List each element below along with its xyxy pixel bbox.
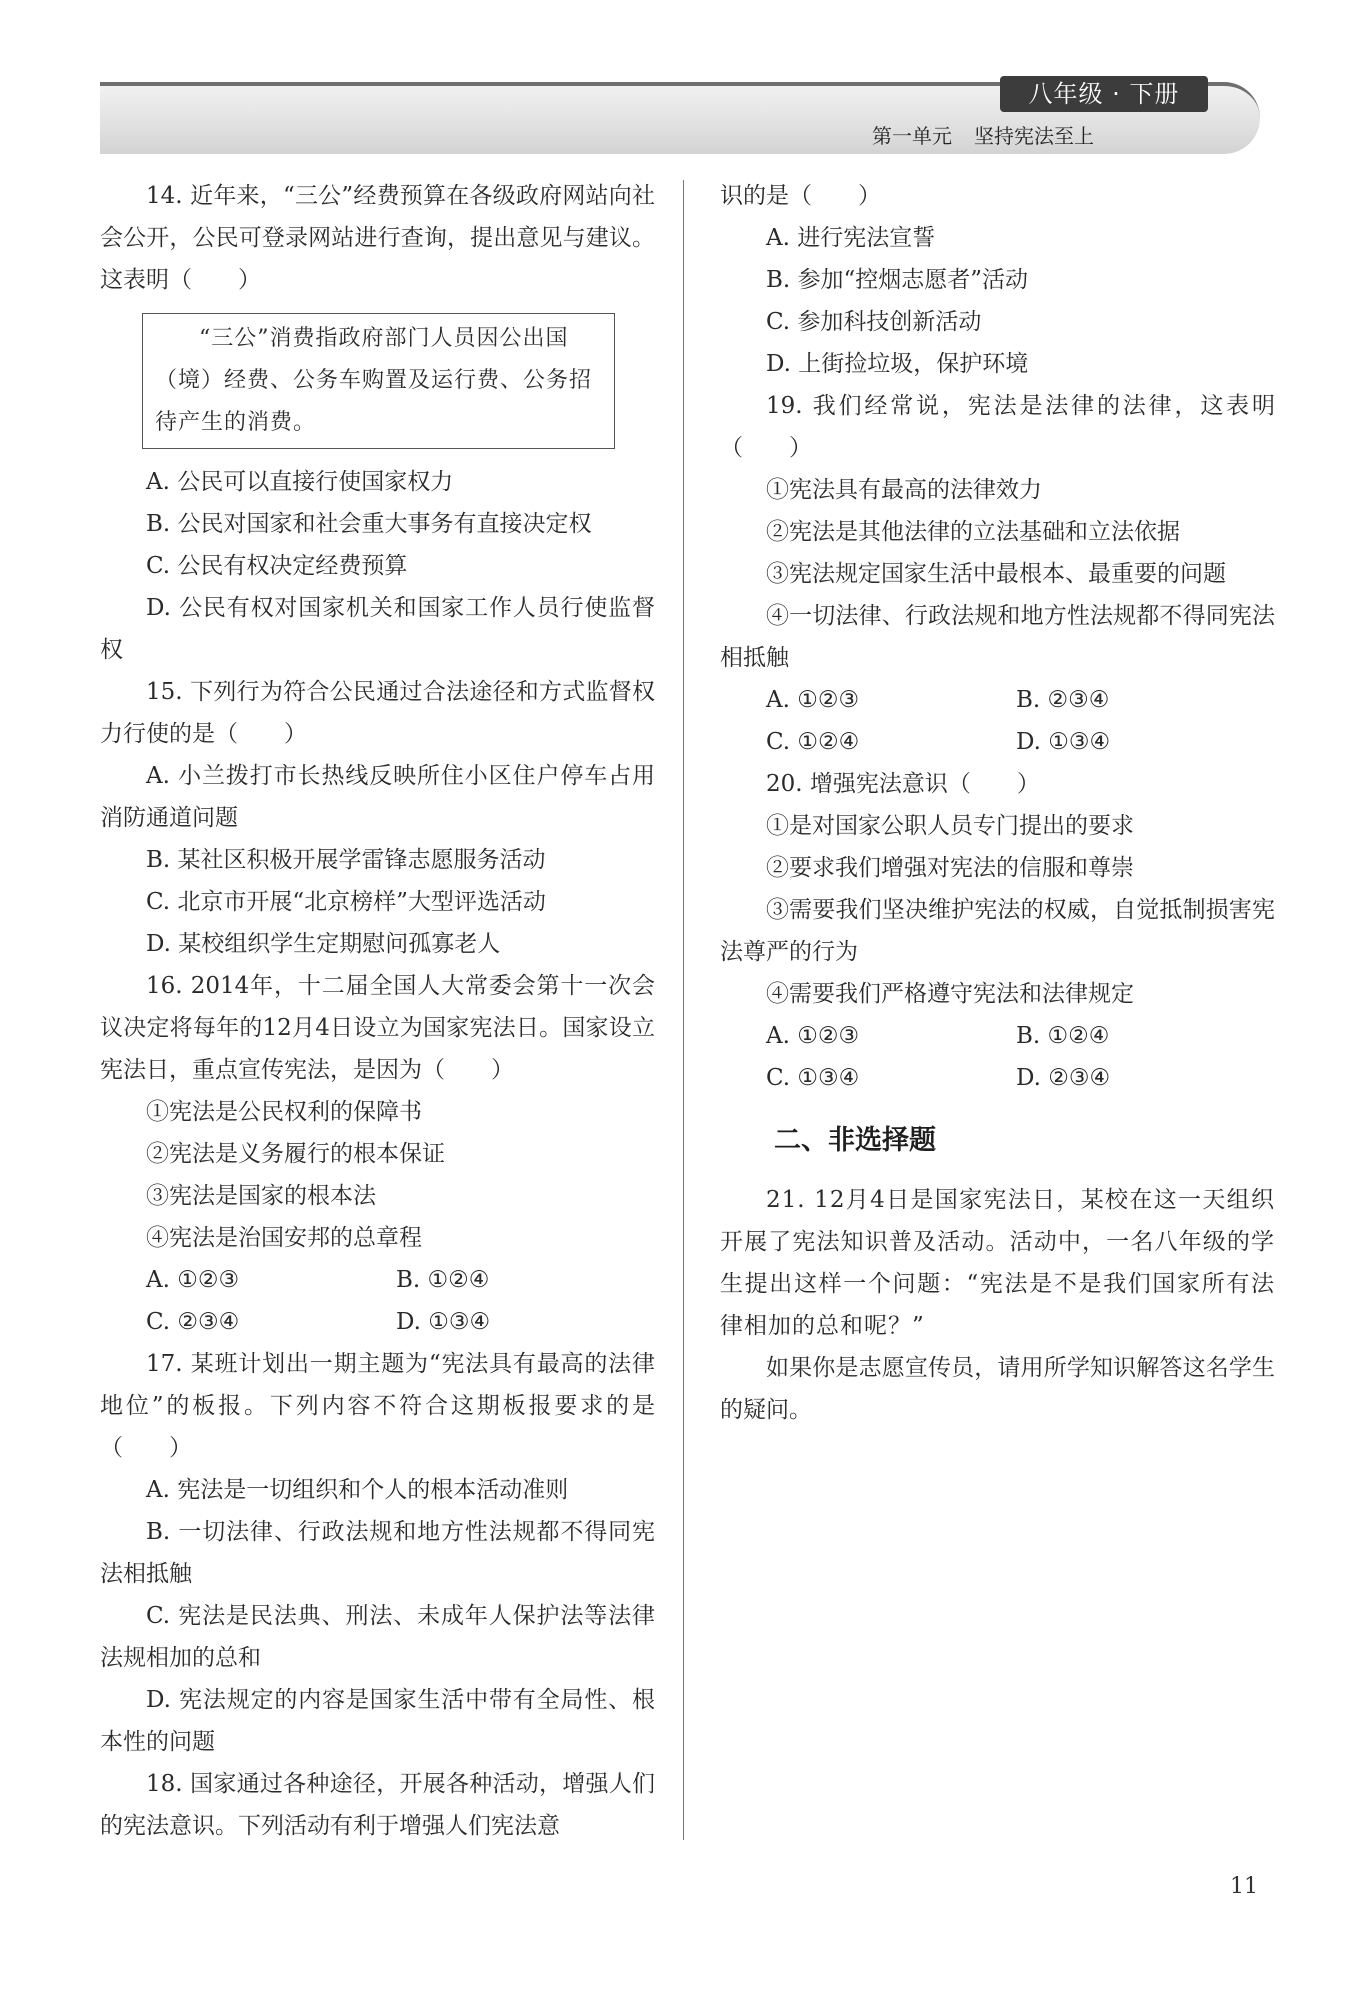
- option-c: C. 宪法是民法典、刑法、未成年人保护法等法律法规相加的总和: [100, 1603, 655, 1671]
- option-a: A. 宪法是一切组织和个人的根本活动准则: [146, 1477, 569, 1503]
- option-b: B. 某社区积极开展学雷锋志愿服务活动: [146, 847, 546, 873]
- question-15: [100, 671, 655, 965]
- section-heading: 二、非选择题: [774, 1125, 936, 1156]
- unit-title: [872, 120, 1212, 149]
- option-c: C. ①②④: [766, 729, 860, 755]
- question-stem-continued: 识的是（ ）: [720, 183, 881, 209]
- option-b: B. ①②④: [1016, 1023, 1110, 1049]
- option-row: [720, 679, 1275, 721]
- option-a: A. 小兰拨打市长热线反映所住小区住户停车占用消防通道问题: [100, 763, 655, 831]
- option-d: D. ①③④: [396, 1309, 491, 1335]
- statement-3: ③宪法规定国家生活中最根本、最重要的问题: [766, 561, 1226, 587]
- option-b: B. 参加“控烟志愿者”活动: [766, 267, 1029, 293]
- left-column: [100, 175, 655, 1847]
- statement-2: ②要求我们增强对宪法的信服和尊崇: [766, 855, 1134, 881]
- question-19: [720, 385, 1275, 763]
- option-row: [720, 721, 1275, 763]
- option-row: [100, 1301, 655, 1343]
- question-stem: 21. 12月4日是国家宪法日，某校在这一天组织开展了宪法知识普及活动。活动中，一名八年级的学生提出这样一个问题：“宪法是不是我们国家所有法律相加的总和呢？”: [720, 1187, 1275, 1339]
- statement-3: ③宪法是国家的根本法: [146, 1183, 376, 1209]
- option-c: C. ①③④: [766, 1065, 860, 1091]
- option-row: [720, 1057, 1275, 1099]
- option-c: C. 参加科技创新活动: [766, 309, 982, 335]
- question-18: [100, 1763, 655, 1847]
- question-prompt: 如果你是志愿宣传员，请用所学知识解答这名学生的疑问。: [720, 1355, 1275, 1423]
- option-c: C. 公民有权决定经费预算: [146, 553, 408, 579]
- question-stem: 20. 增强宪法意识（ ）: [766, 771, 1040, 797]
- statement-1: ①宪法是公民权利的保障书: [146, 1099, 422, 1125]
- option-a: A. ①②③: [766, 687, 860, 713]
- statement-2: ②宪法是义务履行的根本保证: [146, 1141, 445, 1167]
- option-c: C. ②③④: [146, 1309, 240, 1335]
- question-20: [720, 763, 1275, 1099]
- option-b: B. 公民对国家和社会重大事务有直接决定权: [146, 511, 592, 537]
- option-a: A. 公民可以直接行使国家权力: [146, 469, 454, 495]
- question-18-continued: [720, 175, 1275, 385]
- option-c: C. 北京市开展“北京榜样”大型评选活动: [146, 889, 546, 915]
- question-stem: 16. 2014年，十二届全国人大常委会第十一次会议决定将每年的12月4日设立为国家宪法日。国家设立宪法日，重点宣传宪法，是因为（ ）: [100, 973, 655, 1083]
- option-a: A. 进行宪法宣誓: [766, 225, 936, 251]
- option-d: D. 上街捡垃圾，保护环境: [766, 351, 1029, 377]
- option-a: A. ①②③: [146, 1267, 240, 1293]
- question-stem: 14. 近年来，“三公”经费预算在各级政府网站向社会公开，公民可登录网站进行查询，提出意见与建议。这表明（ ）: [100, 183, 655, 293]
- option-d: D. 宪法规定的内容是国家生活中带有全局性、根本性的问题: [100, 1687, 655, 1755]
- question-stem: 19. 我们经常说，宪法是法律的法律，这表明（ ）: [720, 393, 1275, 461]
- statement-1: ①是对国家公职人员专门提出的要求: [766, 813, 1134, 839]
- question-14: [100, 175, 655, 671]
- question-16: [100, 965, 655, 1343]
- page-number: 11: [1230, 1874, 1258, 1899]
- grade-badge: 八年级 · 下册: [1000, 76, 1208, 112]
- statement-1: ①宪法具有最高的法律效力: [766, 477, 1042, 503]
- question-17: [100, 1343, 655, 1763]
- column-divider: [683, 180, 684, 1840]
- option-d: D. ②③④: [1016, 1065, 1111, 1091]
- question-stem: 15. 下列行为符合公民通过合法途径和方式监督权力行使的是（ ）: [100, 679, 655, 747]
- option-b: B. ①②④: [396, 1267, 490, 1293]
- note-box: “三公”消费指政府部门人员因公出国（境）经费、公务车购置及运行费、公务招待产生的消费。: [142, 313, 615, 449]
- option-d: D. 某校组织学生定期慰问孤寡老人: [146, 931, 501, 957]
- unit-number: 第一单元: [872, 124, 952, 148]
- statement-4: ④宪法是治国安邦的总章程: [146, 1225, 422, 1251]
- statement-4: ④需要我们严格遵守宪法和法律规定: [766, 981, 1134, 1007]
- statement-3: ③需要我们坚决维护宪法的权威，自觉抵制损害宪法尊严的行为: [720, 897, 1275, 965]
- option-d: D. ①③④: [1016, 729, 1111, 755]
- unit-name: 坚持宪法至上: [974, 124, 1094, 148]
- option-a: A. ①②③: [766, 1023, 860, 1049]
- option-b: B. ②③④: [1016, 687, 1110, 713]
- right-column: [720, 175, 1275, 1431]
- statement-2: ②宪法是其他法律的立法基础和立法依据: [766, 519, 1180, 545]
- option-d: D. 公民有权对国家机关和国家工作人员行使监督权: [100, 595, 655, 663]
- option-row: [100, 1259, 655, 1301]
- question-stem: 17. 某班计划出一期主题为“宪法具有最高的法律地位”的板报。下列内容不符合这期板报要求的是（ ）: [100, 1351, 655, 1461]
- question-21: [720, 1179, 1275, 1431]
- statement-4: ④一切法律、行政法规和地方性法规都不得同宪法相抵触: [720, 603, 1275, 671]
- option-row: [720, 1015, 1275, 1057]
- question-stem: 18. 国家通过各种途径，开展各种活动，增强人们的宪法意识。下列活动有利于增强人们宪法意: [100, 1771, 655, 1839]
- option-b: B. 一切法律、行政法规和地方性法规都不得同宪法相抵触: [100, 1519, 655, 1587]
